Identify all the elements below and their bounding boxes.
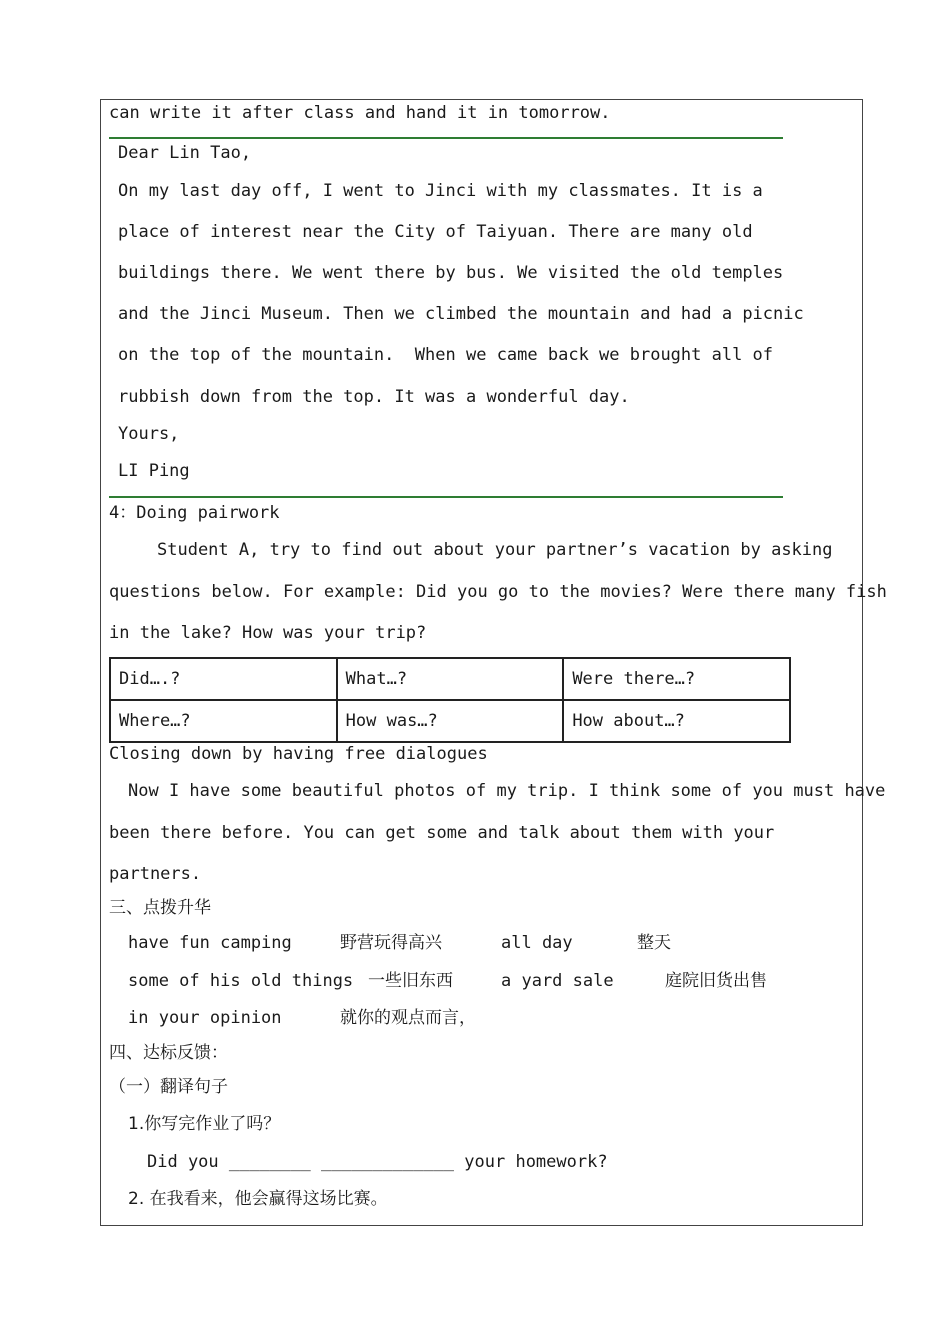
letter-top-rule (109, 137, 783, 139)
table-cell: Did….? (110, 658, 337, 700)
section3-heading: 三、点拨升华 (109, 898, 211, 918)
closing-line: partners. (109, 864, 202, 884)
section4-subheading: （一）翻译句子 (109, 1077, 228, 1097)
table-cell: How about…? (563, 700, 790, 742)
phrase-en: some of his old things (128, 971, 354, 991)
phrase-cn: 野营玩得高兴 (340, 933, 442, 953)
phrase-en: in your opinion (128, 1008, 282, 1028)
phrase-cn: 就你的观点而言， (340, 1008, 476, 1028)
table-row (110, 658, 790, 700)
table-cell: How was…? (337, 700, 564, 742)
letter-line: rubbish down from the top. It was a wonderful day. (118, 387, 630, 407)
phrase-cn: 整天 (637, 933, 671, 953)
phrase-cn: 庭院旧货出售 (665, 971, 767, 991)
letter-line: on the top of the mountain. When we came back we brought all of (118, 345, 774, 365)
table-cell: Were there…? (563, 658, 790, 700)
question-table (109, 657, 791, 743)
closing-line: been there before. You can get some and talk about them with your (109, 823, 775, 843)
closing-heading: Closing down by having free dialogues (109, 744, 488, 764)
table-row (110, 700, 790, 742)
phrase-en: a yard sale (501, 971, 614, 991)
letter-line: buildings there. We went there by bus. We visited the old temples (118, 263, 784, 283)
closing-line: Now I have some beautiful photos of my trip. I think some of you must have (128, 781, 886, 801)
question-1: 1.你写完作业了吗？ (128, 1114, 281, 1134)
intro-line: can write it after class and hand it in tomorrow. (109, 103, 611, 123)
pairwork-line: questions below. For example: Did you go to the movies? Were there many fish (109, 582, 887, 602)
phrase-en: have fun camping (128, 933, 292, 953)
letter-closing: Yours, (118, 424, 180, 444)
section4-heading: 四、达标反馈： (109, 1043, 228, 1063)
question-1-answer-line: Did you ________ _____________ your homework? (147, 1152, 608, 1172)
phrase-cn: 一些旧东西 (368, 971, 453, 991)
letter-greeting: Dear Lin Tao, (118, 143, 252, 163)
letter-bottom-rule (109, 496, 783, 498)
pairwork-line: Student A, try to find out about your partner’s vacation by asking (157, 540, 833, 560)
letter-signature: LI Ping (118, 461, 190, 481)
phrase-en: all day (501, 933, 573, 953)
table-cell: Where…? (110, 700, 337, 742)
pairwork-line: in the lake? How was your trip? (109, 623, 427, 643)
question-2: 2. 在我看来，他会赢得这场比赛。 (128, 1189, 388, 1209)
letter-line: On my last day off, I went to Jinci with my classmates. It is a (118, 181, 763, 201)
letter-line: place of interest near the City of Taiyuan. There are many old (118, 222, 753, 242)
pairwork-heading: 4：Doing pairwork (109, 503, 280, 523)
table-cell: What…? (337, 658, 564, 700)
letter-line: and the Jinci Museum. Then we climbed the mountain and had a picnic (118, 304, 804, 324)
